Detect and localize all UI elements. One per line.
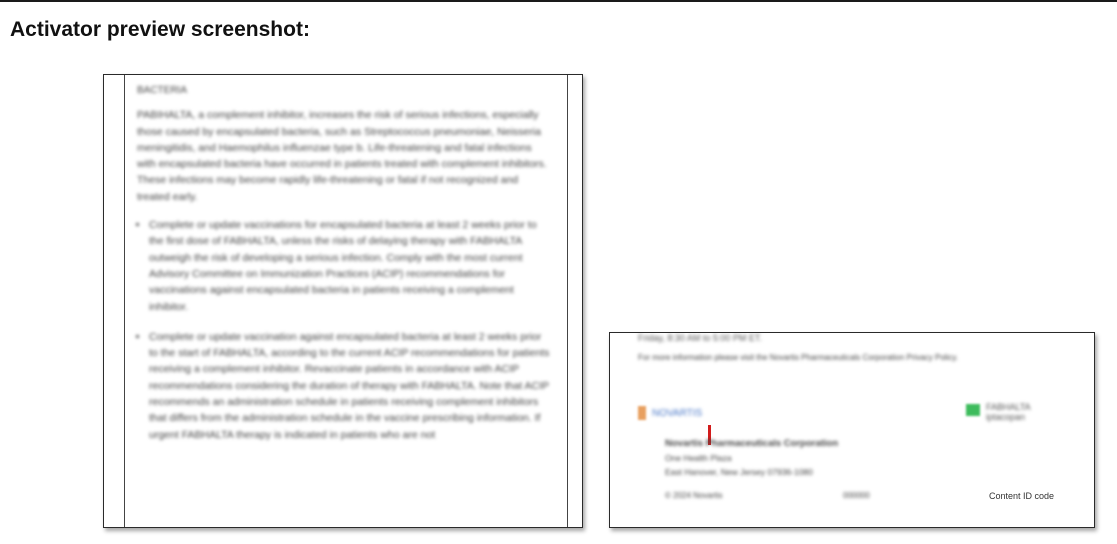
page-title: Activator preview screenshot: <box>10 18 310 41</box>
intro-paragraph: PABIHALTA, a complement inhibitor, increases the risk of serious infections, especially those caused by encapsulated bacteria, such as Streptococcus pneumoniae, Neisseria meningitidis, and Haemophilus influenzae type b. Life-threatening and fatal infections with encapsulated bacteria have occurred in patients treated with complement inhibitors. These infections may become rapidly life-threatening or fatal if not recognized and treated early. <box>137 109 547 203</box>
address-line: East Hanover, New Jersey 07936-1080 <box>665 467 813 477</box>
right-margin-rule <box>567 75 568 527</box>
copyright-text: © 2024 Novartis <box>665 491 723 500</box>
top-divider <box>0 0 1117 2</box>
email-preview-body-screenshot <box>103 74 583 528</box>
content-id-label: Content ID code <box>988 491 1054 501</box>
address-line: One Health Plaza <box>665 453 732 463</box>
logo-mark-icon <box>638 406 646 420</box>
list-item: • Complete or update vaccinations for encapsulated bacteria at least 2 weeks prior to the first dose of FABHALTA, unless the risks of delaying therapy with FABHALTA outweigh the risk of developing a serious infection. Comply with the most current Advisory Committee on Immunization Practices (ACIP) recommendations for vaccinations against encapsulated bacteria in patients receiving a complement inhibitor. <box>149 217 552 315</box>
safety-text-block <box>137 83 552 457</box>
company-name: Novartis Pharmaceuticals Corporation <box>665 438 839 449</box>
product-logo <box>966 399 1066 425</box>
hours-text: Friday, 8:30 AM to 5:00 PM ET. <box>638 333 762 343</box>
logo-text: NOVARTIS <box>652 408 703 419</box>
bullet-list <box>137 217 552 443</box>
list-item: • Complete or update vaccination against encapsulated bacteria at least 2 weeks prior to the start of FABHALTA, according to the current ACIP recommendations for patients receiving a complement inhibitor. Revaccinate patients in accordance with ACIP recommendations considering the duration of therapy with FABHALTA. Note that ACIP recommends an administration schedule in patients receiving complement inhibitors that differs from the administration schedule in the vaccine prescribing information. If urgent FABHALTA therapy is indicated in patients who are not <box>149 329 552 443</box>
section-heading: BACTERIA <box>137 85 188 96</box>
email-preview-footer-screenshot <box>609 332 1095 528</box>
company-logo <box>638 403 768 425</box>
job-code-text: 000000 <box>843 491 870 500</box>
product-logo-mark-icon <box>966 404 980 416</box>
left-margin-rule <box>124 75 125 527</box>
product-logo-text: FABHALTA iptacopan <box>986 402 1031 422</box>
company-address <box>665 437 838 479</box>
info-line: For more information please visit the Novartis Pharmaceuticals Corporation Privacy Policy. <box>638 353 958 362</box>
